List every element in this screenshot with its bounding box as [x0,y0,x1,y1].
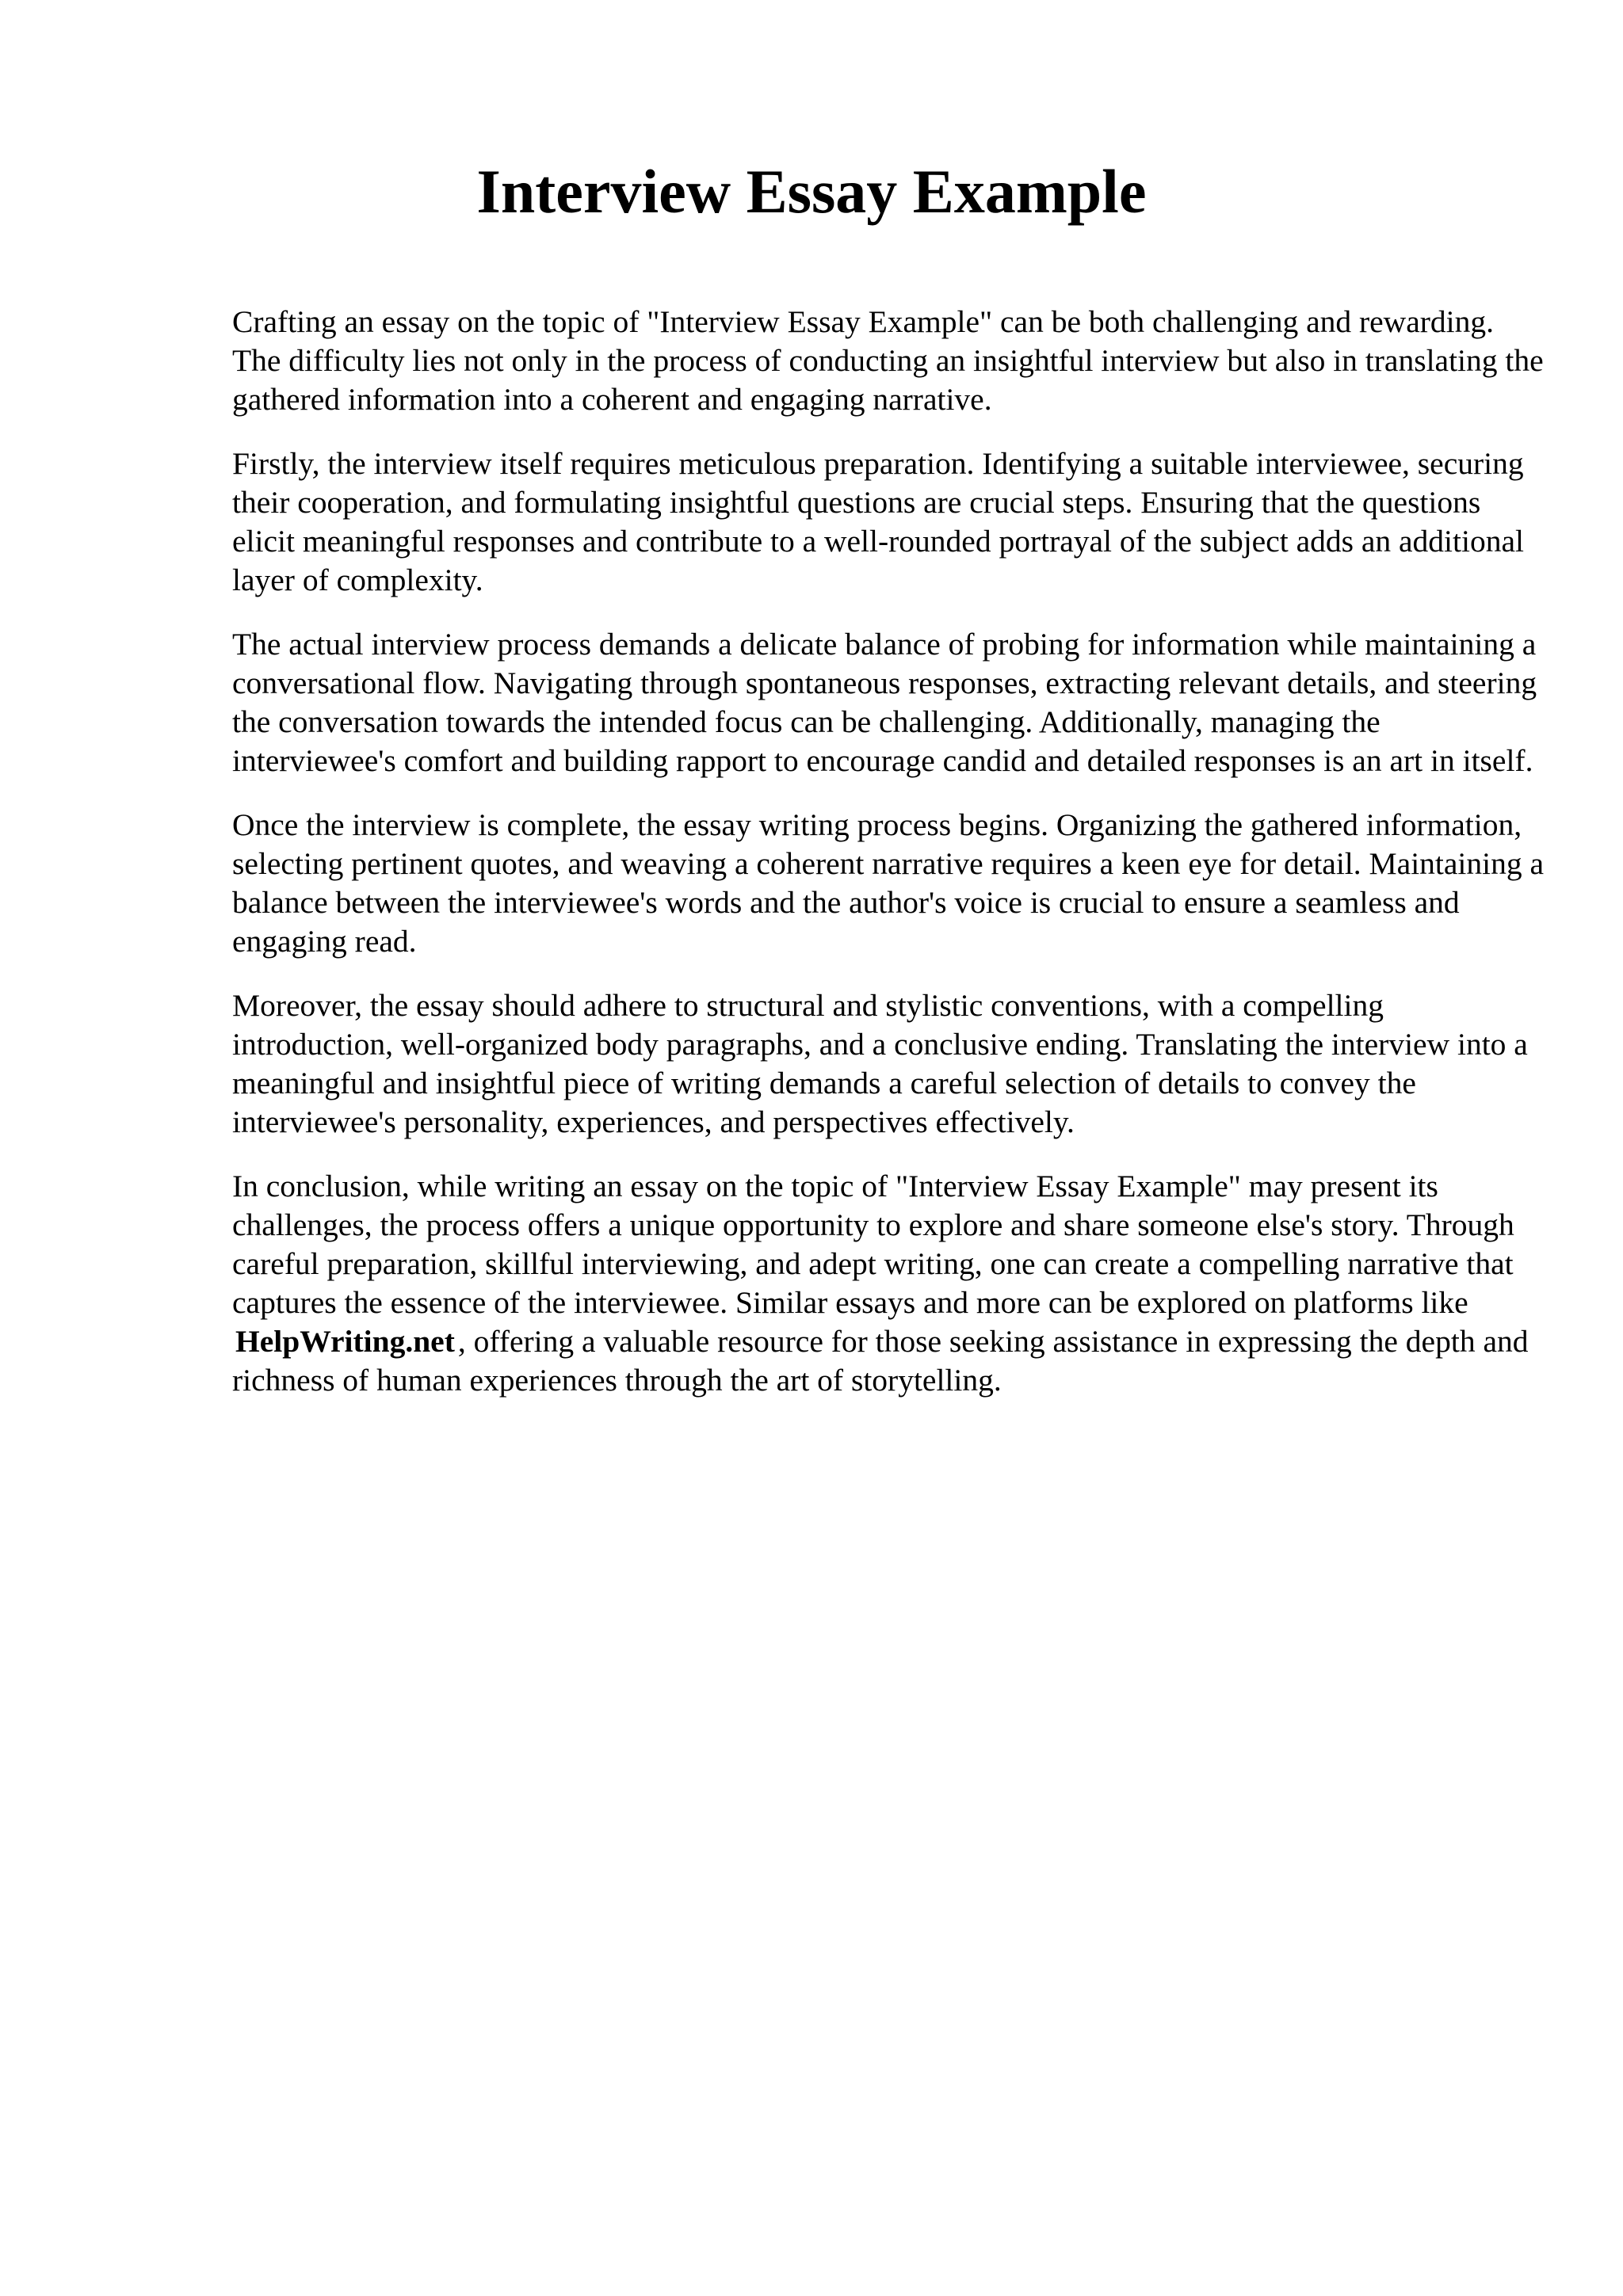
paragraph-preparation: Firstly, the interview itself requires meticulous preparation. Identifying a suitable interviewee, securing their cooperation, and formulating insightful questions are crucial steps. Ensuring that the questions elicit meaningful responses and contribute to a well-rounded portrayal of the subject adds an additional layer of complexity. [232,446,1524,597]
helpwriting-brand-link[interactable]: HelpWriting.net [235,1324,455,1359]
paragraph-intro: Crafting an essay on the topic of "Interview Essay Example" can be both challenging and rewarding. The difficulty lies not only in the process of conducting an insightful interview but also in translating the gathered information into a coherent and engaging narrative. [232,304,1544,417]
conclusion-text-before: In conclusion, while writing an essay on the topic of "Interview Essay Example" may present its challenges, the process offers a unique opportunity to explore and share someone else's story. Through careful preparation, skillful interviewing, and adept writing, one can create a compelling narrative that captures the essence of the interviewee. Similar essays and more can be explored on platforms like [232,1169,1514,1320]
paragraph-conclusion [232,1167,1548,1400]
conclusion-text-after: , offering a valuable resource for those seeking assistance in expressing the depth and richness of human experiences through the art of storytelling. [232,1324,1529,1398]
paragraph-writing-process: Once the interview is complete, the essay writing process begins. Organizing the gathered information, selecting pertinent quotes, and weaving a coherent narrative requires a keen eye for detail. Maintaining a balance between the interviewee's words and the author's voice is crucial to ensure a seamless and engaging read. [232,807,1545,959]
paragraph-interview-process: The actual interview process demands a delicate balance of probing for information while maintaining a conversational flow. Navigating through spontaneous responses, extracting relevant details, and steering the conversation towards the intended focus can be challenging. Additionally, managing the interviewee's comfort and building rapport to encourage candid and detailed responses is an art in itself. [232,627,1537,778]
document-title: Interview Essay Example [476,157,1147,226]
paragraph-conventions: Moreover, the essay should adhere to structural and stylistic conventions, with a compelling introduction, well-organized body paragraphs, and a conclusive ending. Translating the interview into a meaningful and insightful piece of writing demands a careful selection of details to convey the interviewee's personality, experiences, and perspectives effectively. [232,988,1528,1139]
document-body [232,303,1548,1425]
